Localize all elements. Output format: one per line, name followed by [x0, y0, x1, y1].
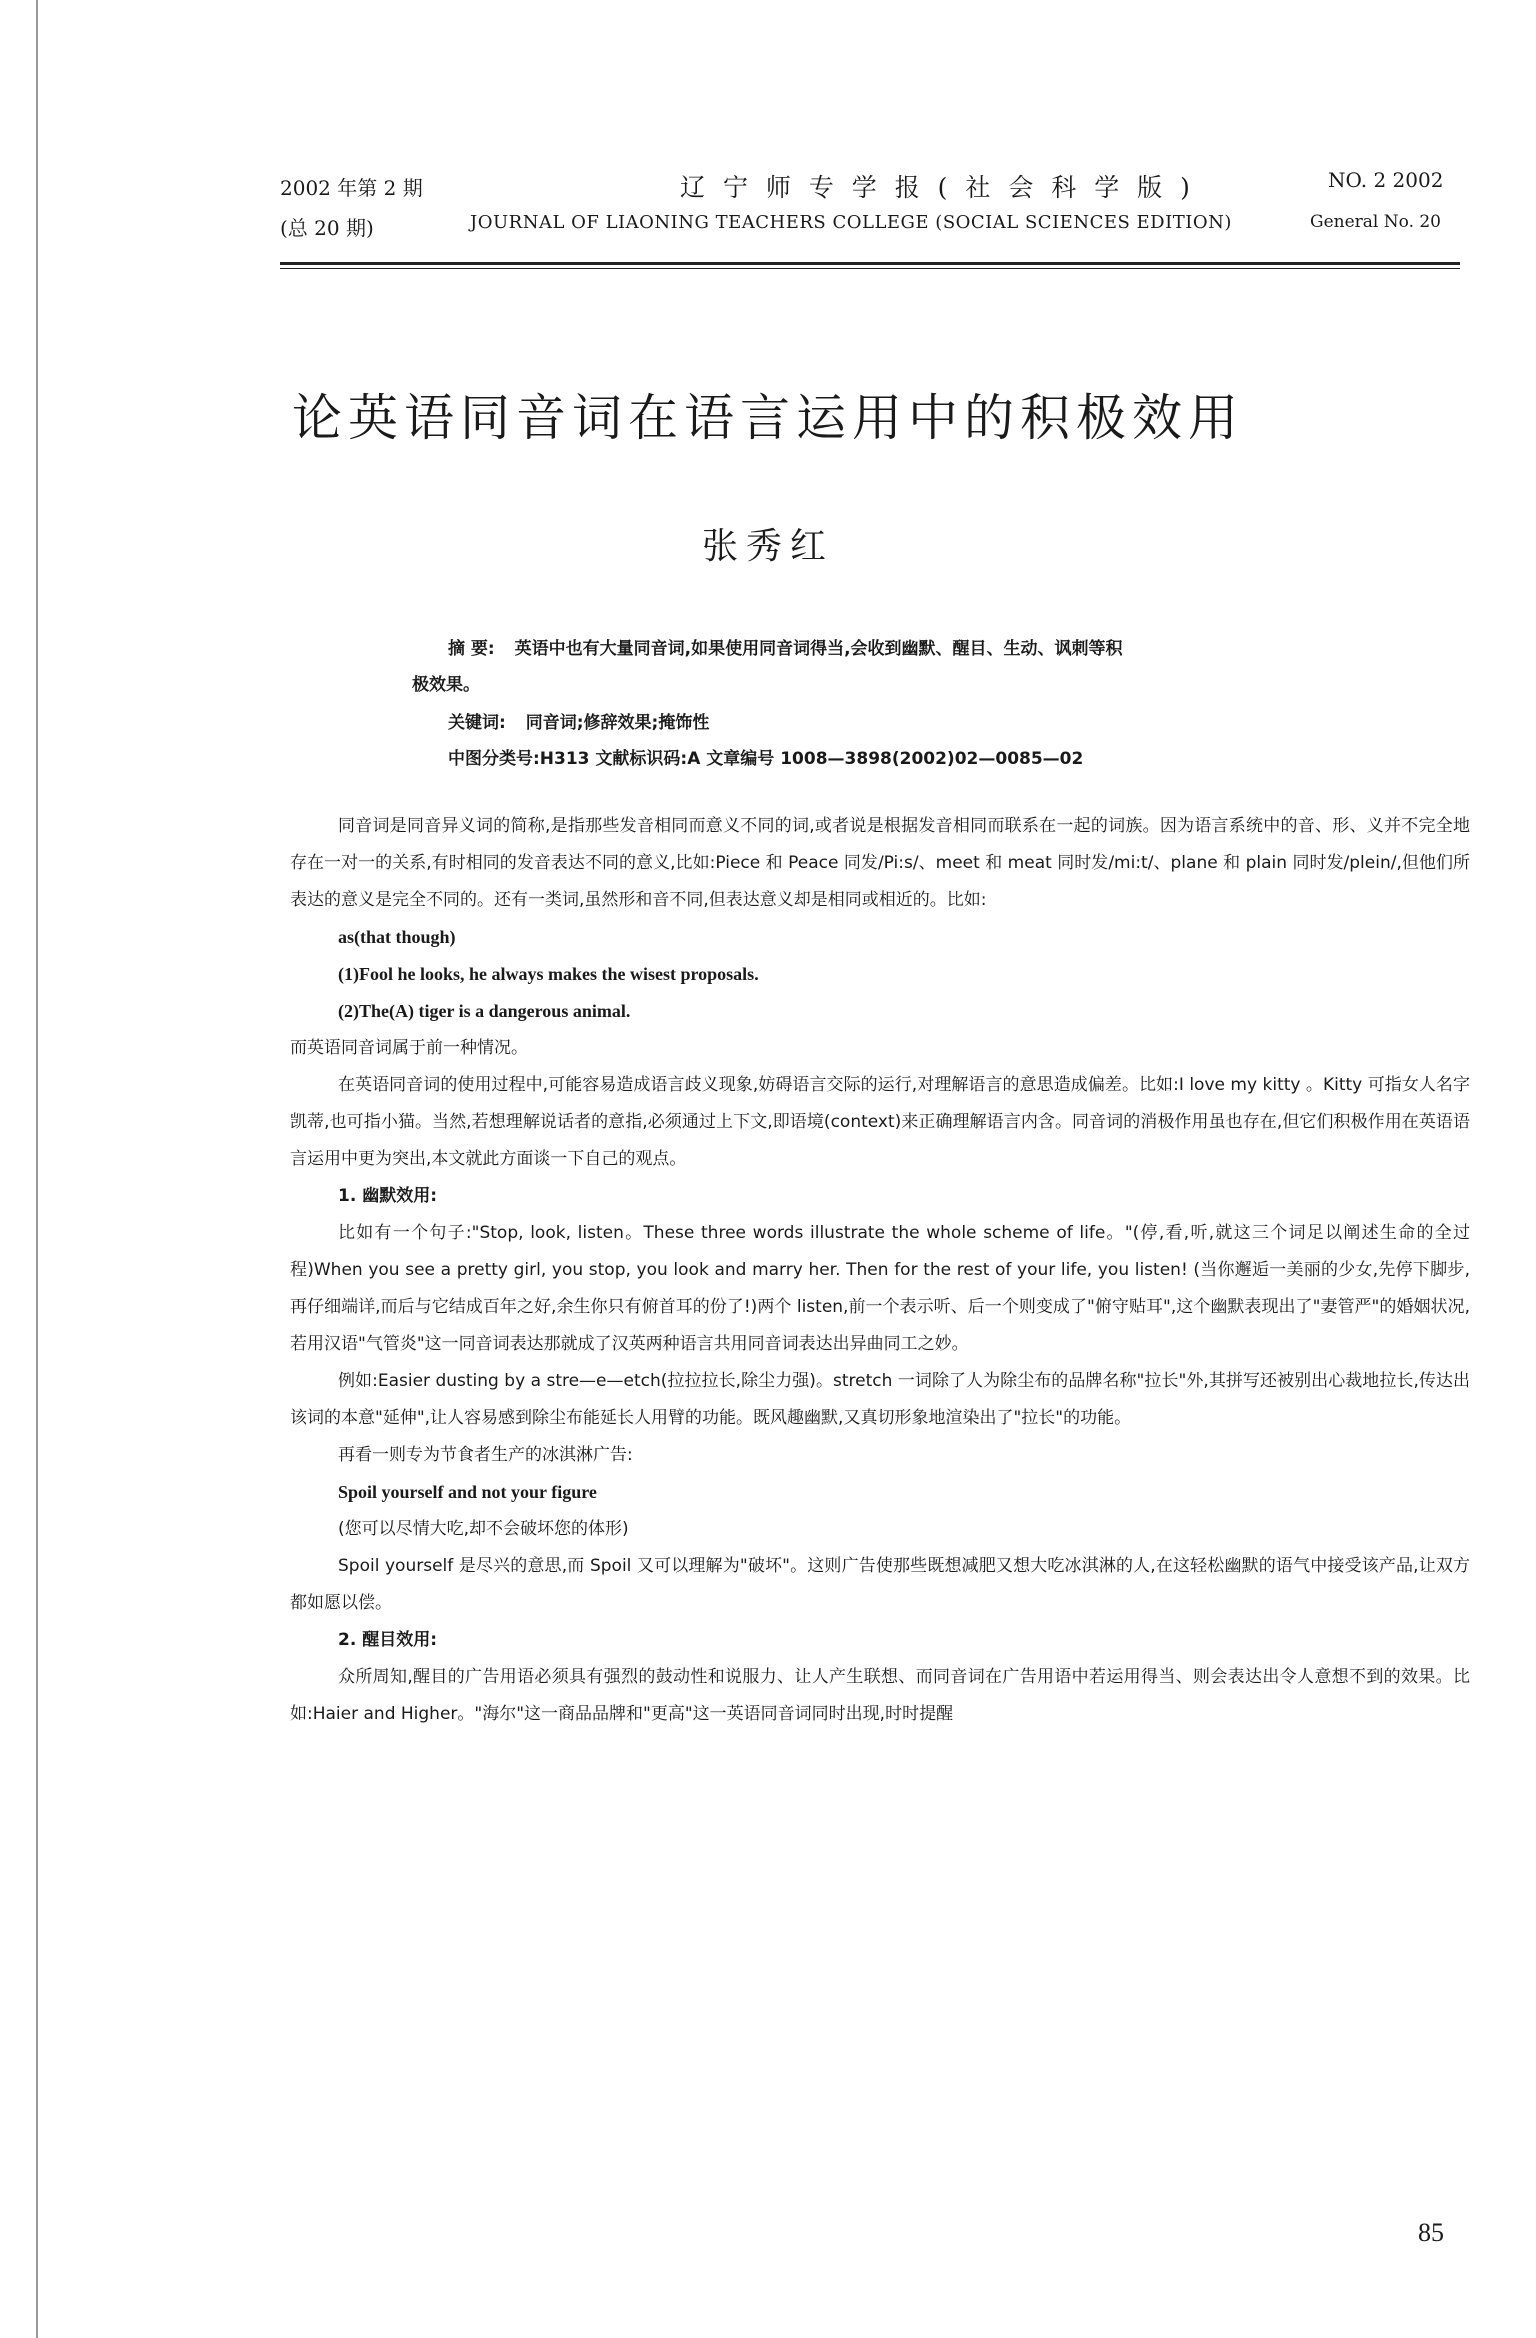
keywords-label: 关键词:: [448, 713, 506, 733]
keywords-text: 同音词;修辞效果;掩饰性: [525, 713, 710, 733]
issue-number: NO. 2 2002: [1328, 168, 1444, 192]
section-heading-humor: 1. 幽默效用:: [338, 1186, 438, 1206]
journal-title-en: JOURNAL OF LIAONING TEACHERS COLLEGE (SOCIAL SCIENCES EDITION): [470, 212, 1232, 233]
body-paragraph: 例如:Easier dusting by a stre—e—etch(拉拉拉长,除尘力强)。stretch 一词除了人为除尘布的品牌名称"拉长"外,其拼写还被别出心裁地拉长,传达出该词的本意"延伸",让人容易感到除尘布能延长人用臂的功能。既风趣幽默,又真切形象地渲染出了"拉长"的功能。: [290, 1371, 1470, 1428]
body-paragraph: 而英语同音词属于前一种情况。: [290, 1038, 528, 1058]
abstract-text-1: 英语中也有大量同音词,如果使用同音词得当,会收到幽默、醒目、生动、讽刺等积: [514, 639, 1123, 659]
article-title: 论英语同音词在语言运用中的积极效用: [292, 389, 1244, 447]
section-heading-eyecatching: 2. 醒目效用:: [338, 1630, 438, 1650]
article-author: 张秀红: [701, 526, 834, 567]
example-line: (2)The(A) tiger is a dangerous animal.: [338, 1001, 631, 1021]
body-paragraph: 再看一则专为节食者生产的冰淇淋广告:: [338, 1445, 633, 1465]
general-number: General No. 20: [1310, 212, 1442, 232]
example-line: Spoil yourself and not your figure: [338, 1482, 597, 1502]
scan-spine-line: [36, 0, 38, 2338]
issue-total: (总 20 期): [280, 216, 374, 240]
body-paragraph: (您可以尽情大吃,却不会破坏您的体形): [338, 1519, 629, 1539]
body-paragraph: 比如有一个句子:"Stop, look, listen。These three words illustrate the whole scheme of life。"(停,看,听,就这三个词足以阐述生命的全过程)When you see a pretty girl, you stop, you look and marry her. Then for the rest of your life, you listen! (当你邂逅一美丽的少女,先停下脚步,再仔细端详,而后与它结成百年之好,余生你只有俯首耳的份了!)两个 listen,前一个表示听、后一个则变成了"俯守贴耳",这个幽默表现出了"妻管严"的婚姻状况,若用汉语"气管炎"这一同音词表达那就成了汉英两种语言共用同音词表达出异曲同工之妙。: [290, 1223, 1470, 1354]
body-paragraph: Spoil yourself 是尽兴的意思,而 Spoil 又可以理解为"破坏"。这则广告使那些既想减肥又想大吃冰淇淋的人,在这轻松幽默的语气中接受该产品,让双方都如愿以偿。: [290, 1556, 1470, 1613]
page-number: 85: [1418, 2218, 1444, 2247]
example-line: as(that though): [338, 927, 456, 947]
body-paragraph: 同音词是同音异义词的简称,是指那些发音相同而意义不同的词,或者说是根据发音相同而联系在一起的词族。因为语言系统中的音、形、义并不完全地存在一对一的关系,有时相同的发音表达不同的意义,比如:Piece 和 Peace 同发/Pi:s/、meet 和 meat 同时发/mi:t/、plane 和 plain 同时发/plein/,但他们所表达的意义是完全不同的。还有一类词,虽然形和音不同,但表达意义却是相同或相近的。比如:: [290, 816, 1470, 910]
body-paragraph: 在英语同音词的使用过程中,可能容易造成语言歧义现象,妨碍语言交际的运行,对理解语言的意思造成偏差。比如:I love my kitty 。Kitty 可指女人名字凯蒂,也可指小猫。当然,若想理解说话者的意指,必须通过上下文,即语境(context)来正确理解语言内含。同音词的消极作用虽也存在,但它们积极作用在英语语言运用中更为突出,本文就此方面谈一下自己的观点。: [290, 1075, 1470, 1169]
header-rule-thick: [280, 262, 1460, 265]
keywords-line: [448, 708, 709, 733]
body-paragraph: 众所周知,醒目的广告用语必须具有强烈的鼓动性和说服力、让人产生联想、而同音词在广告用语中若运用得当、则会表达出令人意想不到的效果。比如:Haier and Higher。"海尔"这一商品品牌和"更高"这一英语同音词同时出现,时时提醒: [290, 1667, 1470, 1724]
article-body: [290, 808, 1470, 1733]
classification-line: 中图分类号:H313 文献标识码:A 文章编号 1008—3898(2002)02—0085—02: [448, 749, 1084, 769]
abstract-text-2: 极效果。: [412, 675, 480, 695]
header-rule-thin: [280, 268, 1460, 269]
issue-year: 2002 年第 2 期: [280, 176, 423, 200]
journal-title-cn: 辽 宁 师 专 学 报 ( 社 会 科 学 版 ): [680, 173, 1195, 202]
example-line: (1)Fool he looks, he always makes the wisest proposals.: [338, 964, 759, 984]
abstract-line-1: [448, 634, 1348, 659]
abstract-label: 摘 要:: [448, 639, 495, 659]
